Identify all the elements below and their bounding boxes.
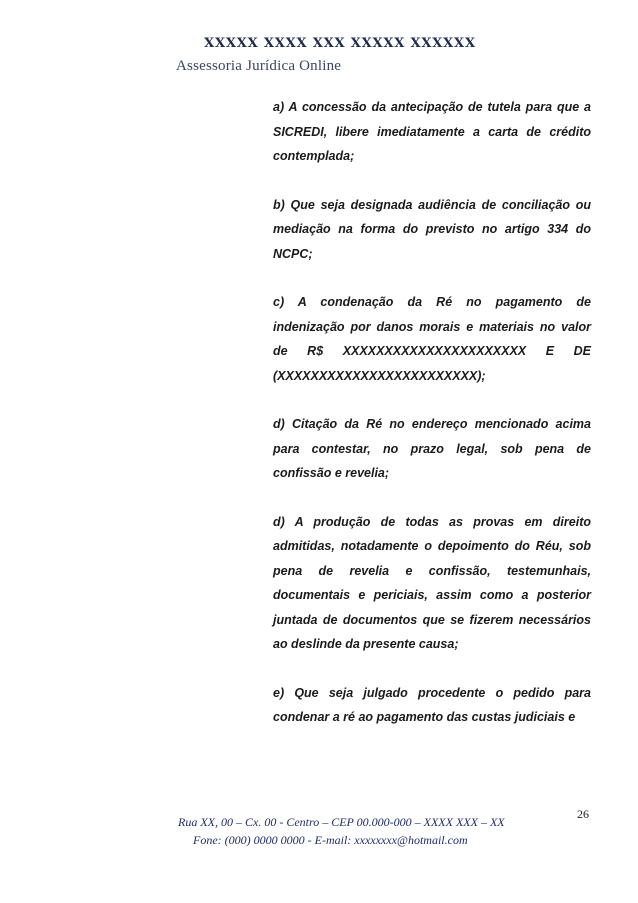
paragraph-e: e) Que seja julgado procedente o pedido para condenar a ré ao pagamento das custas judiciais e bbox=[273, 685, 591, 724]
header-title: XXXXX XXXX XXX XXXXX XXXXXX bbox=[204, 36, 476, 51]
paragraph-c: c) A condenação da Ré no pagamento de indenização por danos morais e materiais no valor de R$ XXXXXXXXXXXXXXXXXXXXXX E DE (XXXXXXXXXXXXXXXXXXXXXXXX); bbox=[273, 295, 591, 383]
page-number: 26 bbox=[577, 807, 589, 821]
document-body bbox=[273, 95, 591, 730]
paragraph-b: b) Que seja designada audiência de conciliação ou mediação na forma do previsto no artigo 334 do NCPC; bbox=[273, 197, 591, 261]
paragraph-d-evidence: d) A produção de todas as provas em direito admitidas, notadamente o depoimento do Réu, sob pena de revelia e confissão, testemunhais, documentais e periciais, assim como a posterior juntada de documentos que se fizerem necessários ao deslinde da presente causa; bbox=[273, 514, 591, 651]
footer-contact: Fone: (000) 0000 0000 - E-mail: xxxxxxxx@hotmail.com bbox=[193, 833, 468, 847]
paragraph-d-citation: d) Citação da Ré no endereço mencionado acima para contestar, no prazo legal, sob pena de confissão e revelia; bbox=[273, 417, 591, 480]
header-subtitle: Assessoria Jurídica Online bbox=[176, 58, 342, 74]
paragraph-a: a) A concessão da antecipação de tutela para que a SICREDI, libere imediatamente a carta de crédito contemplada; bbox=[273, 100, 591, 163]
footer-address: Rua XX, 00 – Cx. 00 - Centro – CEP 00.000-000 – XXXX XXX – XX bbox=[178, 815, 505, 829]
